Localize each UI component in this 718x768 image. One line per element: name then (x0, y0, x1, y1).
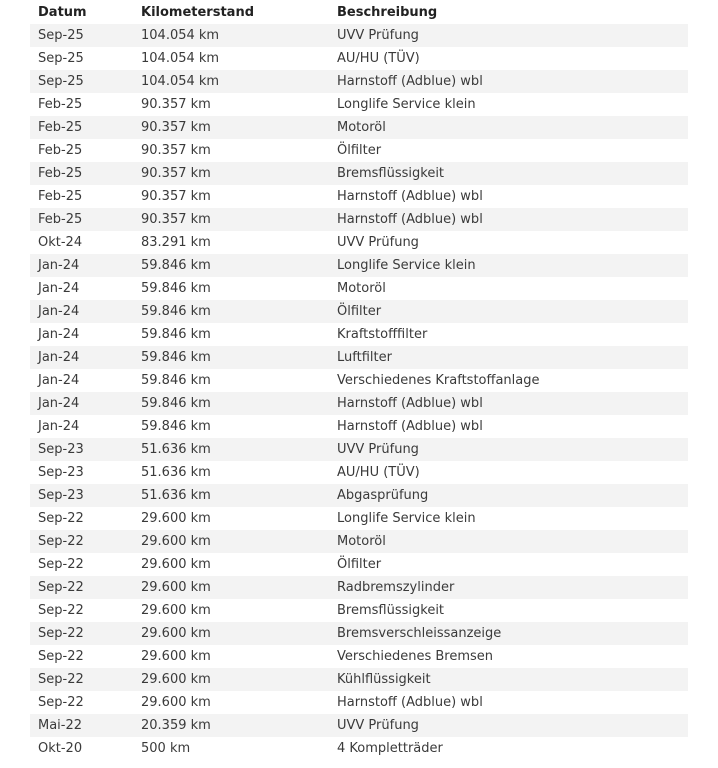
table-row (30, 553, 688, 576)
table-row (30, 530, 688, 553)
cell-mileage: 59.846 km (141, 392, 337, 415)
table-row (30, 576, 688, 599)
cell-description: AU/HU (TÜV) (337, 47, 688, 70)
cell-date: Jan-24 (30, 392, 141, 415)
cell-date: Jan-24 (30, 369, 141, 392)
cell-mileage: 104.054 km (141, 24, 337, 47)
cell-mileage: 59.846 km (141, 415, 337, 438)
cell-description: Longlife Service klein (337, 254, 688, 277)
cell-description: Luftfilter (337, 346, 688, 369)
cell-description: Verschiedenes Kraftstoffanlage (337, 369, 688, 392)
cell-mileage: 90.357 km (141, 208, 337, 231)
cell-description: Ölfilter (337, 300, 688, 323)
table-header (30, 1, 688, 24)
table-row (30, 93, 688, 116)
cell-mileage: 59.846 km (141, 346, 337, 369)
cell-mileage: 59.846 km (141, 277, 337, 300)
table-row (30, 116, 688, 139)
cell-description: Motoröl (337, 277, 688, 300)
cell-description: Verschiedenes Bremsen (337, 645, 688, 668)
table-row (30, 346, 688, 369)
cell-date: Jan-24 (30, 415, 141, 438)
cell-mileage: 90.357 km (141, 93, 337, 116)
cell-description: Motoröl (337, 530, 688, 553)
table-row (30, 484, 688, 507)
table-row (30, 461, 688, 484)
cell-date: Okt-20 (30, 737, 141, 760)
cell-mileage: 59.846 km (141, 254, 337, 277)
table-row (30, 415, 688, 438)
cell-date: Jan-24 (30, 277, 141, 300)
cell-mileage: 29.600 km (141, 668, 337, 691)
cell-description: UVV Prüfung (337, 231, 688, 254)
cell-mileage: 104.054 km (141, 47, 337, 70)
table-row (30, 231, 688, 254)
service-history-table (30, 1, 688, 760)
cell-date: Sep-23 (30, 484, 141, 507)
cell-date: Feb-25 (30, 162, 141, 185)
cell-date: Sep-22 (30, 668, 141, 691)
cell-mileage: 29.600 km (141, 599, 337, 622)
table-row (30, 691, 688, 714)
header-description: Beschreibung (337, 5, 438, 20)
table-body (30, 24, 688, 760)
table-row (30, 208, 688, 231)
cell-date: Sep-23 (30, 438, 141, 461)
cell-description: Harnstoff (Adblue) wbl (337, 185, 688, 208)
cell-description: Harnstoff (Adblue) wbl (337, 691, 688, 714)
cell-description: Ölfilter (337, 139, 688, 162)
cell-mileage: 51.636 km (141, 438, 337, 461)
cell-date: Feb-25 (30, 208, 141, 231)
cell-description: Bremsflüssigkeit (337, 162, 688, 185)
cell-mileage: 90.357 km (141, 139, 337, 162)
cell-date: Mai-22 (30, 714, 141, 737)
cell-description: Bremsverschleissanzeige (337, 622, 688, 645)
cell-date: Sep-22 (30, 530, 141, 553)
table-row (30, 622, 688, 645)
cell-mileage: 59.846 km (141, 323, 337, 346)
cell-description: Kühlflüssigkeit (337, 668, 688, 691)
table-row (30, 139, 688, 162)
cell-mileage: 29.600 km (141, 530, 337, 553)
table-row (30, 668, 688, 691)
cell-date: Sep-23 (30, 461, 141, 484)
cell-description: Longlife Service klein (337, 93, 688, 116)
cell-mileage: 500 km (141, 737, 337, 760)
cell-description: AU/HU (TÜV) (337, 461, 688, 484)
cell-mileage: 29.600 km (141, 507, 337, 530)
table-row (30, 300, 688, 323)
cell-description: Bremsflüssigkeit (337, 599, 688, 622)
cell-mileage: 29.600 km (141, 622, 337, 645)
cell-description: 4 Kompletträder (337, 737, 688, 760)
cell-description: UVV Prüfung (337, 714, 688, 737)
cell-mileage: 29.600 km (141, 645, 337, 668)
cell-date: Feb-25 (30, 93, 141, 116)
cell-description: Harnstoff (Adblue) wbl (337, 208, 688, 231)
table-row (30, 70, 688, 93)
table-row (30, 369, 688, 392)
header-date: Datum (38, 5, 87, 20)
cell-date: Feb-25 (30, 139, 141, 162)
cell-date: Feb-25 (30, 116, 141, 139)
header-mileage: Kilometerstand (141, 5, 255, 20)
cell-date: Jan-24 (30, 346, 141, 369)
cell-date: Sep-22 (30, 576, 141, 599)
cell-mileage: 29.600 km (141, 576, 337, 599)
cell-mileage: 59.846 km (141, 369, 337, 392)
cell-mileage: 20.359 km (141, 714, 337, 737)
cell-mileage: 90.357 km (141, 116, 337, 139)
table-row (30, 185, 688, 208)
cell-date: Feb-25 (30, 185, 141, 208)
cell-date: Sep-22 (30, 622, 141, 645)
cell-description: Abgasprüfung (337, 484, 688, 507)
table-row (30, 645, 688, 668)
cell-date: Sep-22 (30, 691, 141, 714)
table-row (30, 47, 688, 70)
cell-date: Sep-25 (30, 47, 141, 70)
cell-date: Sep-22 (30, 599, 141, 622)
header-row (30, 1, 688, 24)
table-row (30, 507, 688, 530)
cell-mileage: 51.636 km (141, 461, 337, 484)
cell-description: Ölfilter (337, 553, 688, 576)
table-row (30, 599, 688, 622)
cell-date: Jan-24 (30, 300, 141, 323)
cell-mileage: 83.291 km (141, 231, 337, 254)
cell-description: UVV Prüfung (337, 24, 688, 47)
cell-description: Kraftstofffilter (337, 323, 688, 346)
cell-description: Harnstoff (Adblue) wbl (337, 70, 688, 93)
cell-date: Sep-22 (30, 507, 141, 530)
cell-date: Jan-24 (30, 254, 141, 277)
table-row (30, 24, 688, 47)
cell-description: Harnstoff (Adblue) wbl (337, 392, 688, 415)
table-row (30, 254, 688, 277)
cell-description: Motoröl (337, 116, 688, 139)
table-row (30, 392, 688, 415)
cell-description: Longlife Service klein (337, 507, 688, 530)
cell-date: Okt-24 (30, 231, 141, 254)
cell-description: Harnstoff (Adblue) wbl (337, 415, 688, 438)
cell-date: Sep-25 (30, 24, 141, 47)
cell-mileage: 59.846 km (141, 300, 337, 323)
table-row (30, 323, 688, 346)
cell-description: Radbremszylinder (337, 576, 688, 599)
cell-mileage: 90.357 km (141, 162, 337, 185)
table-row (30, 438, 688, 461)
cell-date: Sep-22 (30, 553, 141, 576)
cell-date: Sep-25 (30, 70, 141, 93)
table-row (30, 714, 688, 737)
table-row (30, 162, 688, 185)
table-row (30, 277, 688, 300)
cell-description: UVV Prüfung (337, 438, 688, 461)
cell-date: Jan-24 (30, 323, 141, 346)
cell-mileage: 51.636 km (141, 484, 337, 507)
cell-mileage: 29.600 km (141, 691, 337, 714)
cell-mileage: 104.054 km (141, 70, 337, 93)
cell-mileage: 90.357 km (141, 185, 337, 208)
cell-date: Sep-22 (30, 645, 141, 668)
cell-mileage: 29.600 km (141, 553, 337, 576)
table-row (30, 737, 688, 760)
